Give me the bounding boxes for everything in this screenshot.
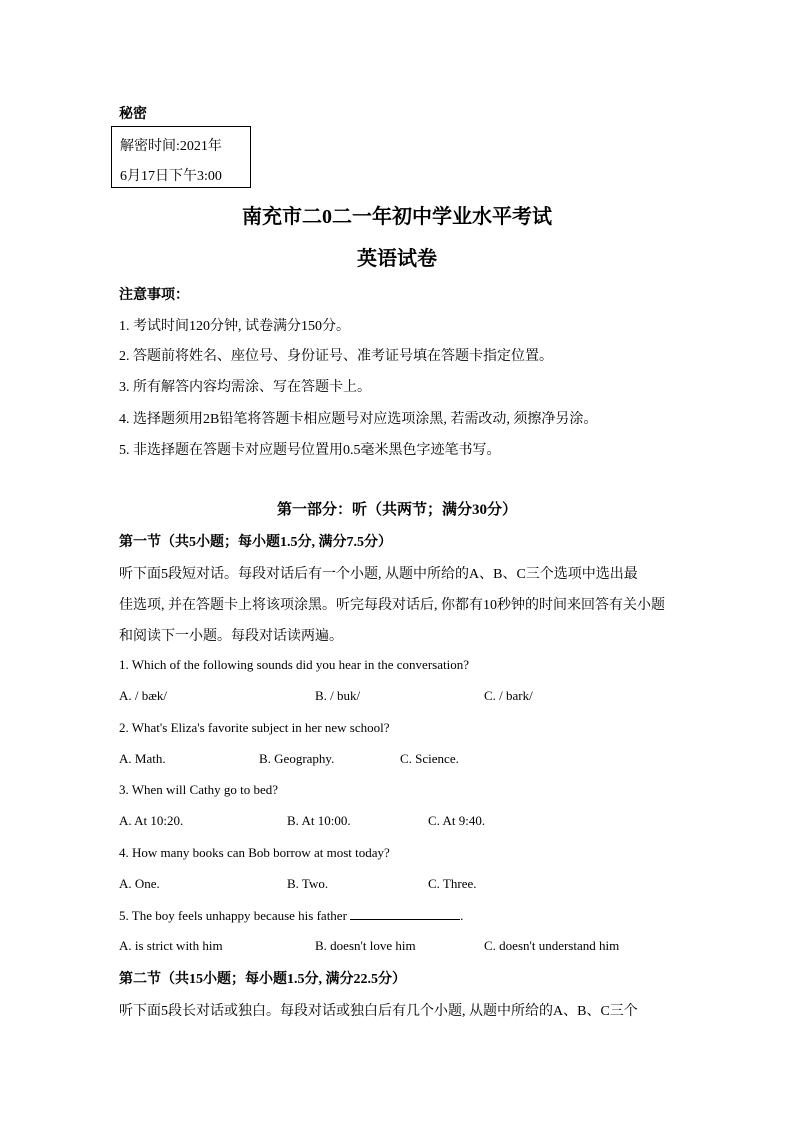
option-a: A. Math. bbox=[119, 751, 166, 766]
section1-instruction-line: 佳选项, 并在答题卡上将该项涂黑。听完每段对话后, 你都有10秒钟的时间来回答有关小题 bbox=[119, 598, 665, 613]
option-b: B. Geography. bbox=[259, 751, 335, 766]
option-b: B. / buk/ bbox=[315, 688, 361, 703]
answer-blank bbox=[350, 907, 460, 920]
part1-title: 第一部分：听（共两节；满分30分） bbox=[276, 502, 517, 518]
option-c: C. doesn't understand him bbox=[484, 938, 620, 953]
option-c: C. Science. bbox=[400, 751, 459, 766]
notice-item: 1. 考试时间120分钟, 试卷满分150分。 bbox=[119, 319, 350, 334]
section1-heading: 第一节（共5小题；每小题1.5分, 满分7.5分） bbox=[119, 535, 392, 550]
option-a: A. / bæk/ bbox=[119, 688, 168, 703]
question-stem: 3. When will Cathy go to bed? bbox=[119, 782, 278, 797]
secret-label: 秘密 bbox=[119, 107, 147, 122]
question-stem-end: . bbox=[460, 908, 464, 923]
option-c: C. Three. bbox=[428, 876, 477, 891]
decrypt-time-box bbox=[111, 126, 251, 188]
decrypt-time-line-1: 解密时间:2021年 bbox=[120, 139, 222, 154]
section2-instruction-line: 听下面5段长对话或独白。每段对话或独白后有几个小题, 从题中所给的A、B、C三个 bbox=[119, 1004, 638, 1019]
exam-subtitle: 英语试卷 bbox=[357, 248, 437, 270]
question-stem: 5. The boy feels unhappy because his father bbox=[119, 908, 347, 923]
notice-item: 3. 所有解答内容均需涂、写在答题卡上。 bbox=[119, 380, 371, 395]
exam-title: 南充市二0二一年初中学业水平考试 bbox=[242, 206, 552, 228]
option-a: A. is strict with him bbox=[119, 938, 223, 953]
question-stem: 1. Which of the following sounds did you hear in the conversation? bbox=[119, 657, 469, 672]
option-b: B. doesn't love him bbox=[315, 938, 416, 953]
decrypt-time-line-2: 6月17日下午3:00 bbox=[120, 169, 222, 184]
option-b: B. At 10:00. bbox=[287, 813, 351, 828]
section1-instruction-line: 听下面5段短对话。每段对话后有一个小题, 从题中所给的A、B、C三个选项中选出最 bbox=[119, 567, 638, 582]
option-a: A. At 10:20. bbox=[119, 813, 184, 828]
section2-heading: 第二节（共15小题；每小题1.5分, 满分22.5分） bbox=[119, 972, 406, 987]
option-a: A. One. bbox=[119, 876, 160, 891]
notice-heading: 注意事项： bbox=[119, 288, 189, 303]
question-stem: 4. How many books can Bob borrow at most today? bbox=[119, 845, 390, 860]
option-c: C. At 9:40. bbox=[428, 813, 486, 828]
option-b: B. Two. bbox=[287, 876, 329, 891]
notice-item: 5. 非选择题在答题卡对应题号位置用0.5毫米黑色字迹笔书写。 bbox=[119, 443, 501, 458]
question-stem: 2. What's Eliza's favorite subject in her new school? bbox=[119, 720, 390, 735]
section1-instruction-line: 和阅读下一小题。每段对话读两遍。 bbox=[119, 629, 343, 644]
option-c: C. / bark/ bbox=[484, 688, 533, 703]
notice-item: 4. 选择题须用2B铅笔将答题卡相应题号对应选项涂黑, 若需改动, 须擦净另涂。 bbox=[119, 412, 598, 427]
notice-item: 2. 答题前将姓名、座位号、身份证号、准考证号填在答题卡指定位置。 bbox=[119, 349, 553, 364]
question-stem-with-blank bbox=[119, 907, 463, 924]
